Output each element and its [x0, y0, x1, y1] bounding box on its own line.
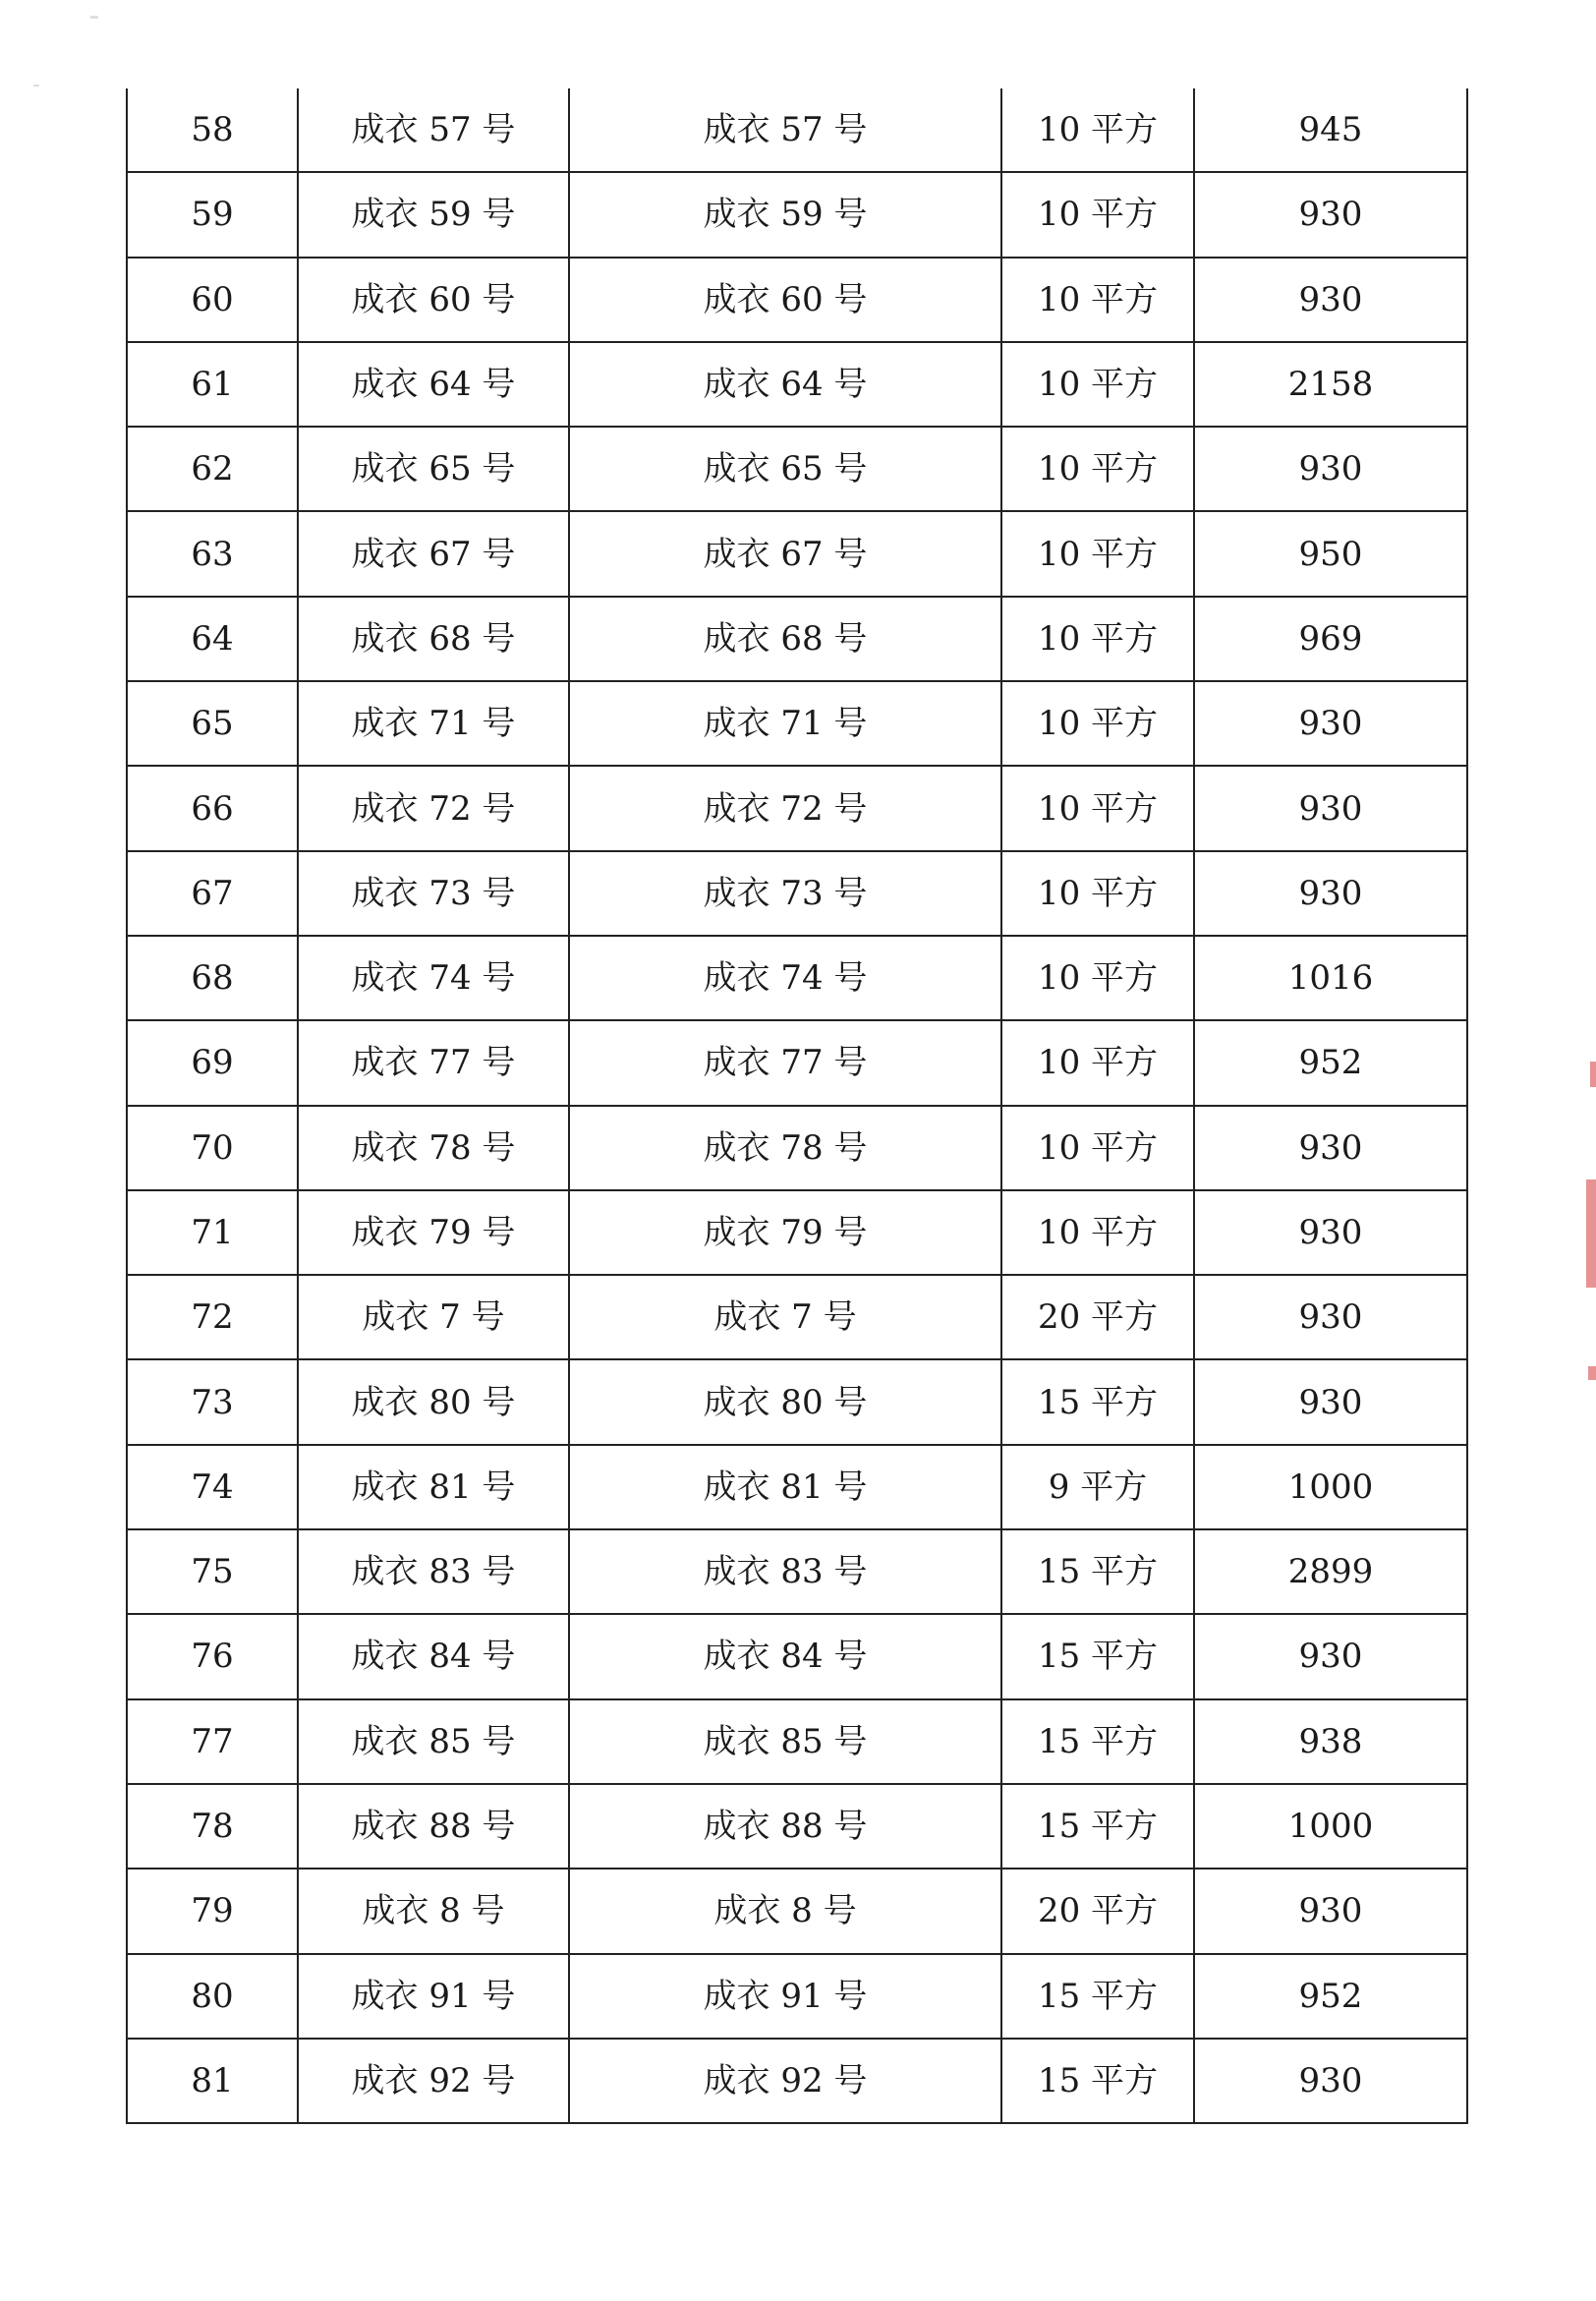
table-row — [127, 1275, 1467, 1359]
table-row — [127, 1699, 1467, 1784]
item-name-repeat-cell: 成衣 67 号 — [569, 511, 1001, 596]
value-cell: 930 — [1194, 258, 1467, 342]
row-number-cell: 73 — [127, 1359, 298, 1444]
area-cell: 10 平方 — [1001, 597, 1194, 681]
table-row — [127, 88, 1467, 172]
table-row — [127, 342, 1467, 427]
table-row — [127, 1614, 1467, 1698]
area-cell: 10 平方 — [1001, 88, 1194, 172]
item-name-repeat-cell: 成衣 73 号 — [569, 851, 1001, 936]
row-number-cell: 65 — [127, 681, 298, 766]
item-name-repeat-cell: 成衣 7 号 — [569, 1275, 1001, 1359]
value-cell: 930 — [1194, 1869, 1467, 1953]
value-cell: 2899 — [1194, 1529, 1467, 1614]
data-table — [126, 88, 1468, 2124]
area-cell: 15 平方 — [1001, 1784, 1194, 1869]
value-cell: 938 — [1194, 1699, 1467, 1784]
row-number-cell: 71 — [127, 1190, 298, 1275]
row-number-cell: 64 — [127, 597, 298, 681]
table-row — [127, 766, 1467, 850]
value-cell: 930 — [1194, 1359, 1467, 1444]
item-name-cell: 成衣 83 号 — [298, 1529, 569, 1614]
row-number-cell: 78 — [127, 1784, 298, 1869]
item-name-cell: 成衣 67 号 — [298, 511, 569, 596]
item-name-repeat-cell: 成衣 59 号 — [569, 172, 1001, 257]
area-cell: 10 平方 — [1001, 766, 1194, 850]
item-name-cell: 成衣 8 号 — [298, 1869, 569, 1953]
table-row — [127, 427, 1467, 511]
area-cell: 10 平方 — [1001, 258, 1194, 342]
value-cell: 950 — [1194, 511, 1467, 596]
item-name-cell: 成衣 60 号 — [298, 258, 569, 342]
item-name-repeat-cell: 成衣 72 号 — [569, 766, 1001, 850]
row-number-cell: 81 — [127, 2039, 298, 2123]
row-number-cell: 58 — [127, 88, 298, 172]
area-cell: 10 平方 — [1001, 1020, 1194, 1105]
area-cell: 20 平方 — [1001, 1275, 1194, 1359]
item-name-repeat-cell: 成衣 84 号 — [569, 1614, 1001, 1698]
table-row — [127, 1359, 1467, 1444]
item-name-repeat-cell: 成衣 60 号 — [569, 258, 1001, 342]
table-row — [127, 1445, 1467, 1529]
table-row — [127, 1106, 1467, 1190]
value-cell: 930 — [1194, 172, 1467, 257]
item-name-repeat-cell: 成衣 77 号 — [569, 1020, 1001, 1105]
value-cell: 930 — [1194, 1275, 1467, 1359]
row-number-cell: 68 — [127, 936, 298, 1020]
area-cell: 10 平方 — [1001, 851, 1194, 936]
item-name-cell: 成衣 59 号 — [298, 172, 569, 257]
item-name-cell: 成衣 65 号 — [298, 427, 569, 511]
item-name-repeat-cell: 成衣 91 号 — [569, 1954, 1001, 2039]
area-cell: 15 平方 — [1001, 1699, 1194, 1784]
scan-speck — [33, 85, 39, 86]
item-name-cell: 成衣 77 号 — [298, 1020, 569, 1105]
table-row — [127, 1529, 1467, 1614]
item-name-cell: 成衣 64 号 — [298, 342, 569, 427]
item-name-repeat-cell: 成衣 88 号 — [569, 1784, 1001, 1869]
table-row — [127, 511, 1467, 596]
value-cell: 2158 — [1194, 342, 1467, 427]
item-name-repeat-cell: 成衣 68 号 — [569, 597, 1001, 681]
row-number-cell: 69 — [127, 1020, 298, 1105]
value-cell: 930 — [1194, 766, 1467, 850]
table-body — [127, 88, 1467, 2123]
table-row — [127, 1020, 1467, 1105]
row-number-cell: 70 — [127, 1106, 298, 1190]
item-name-repeat-cell: 成衣 64 号 — [569, 342, 1001, 427]
row-number-cell: 75 — [127, 1529, 298, 1614]
row-number-cell: 76 — [127, 1614, 298, 1698]
row-number-cell: 60 — [127, 258, 298, 342]
area-cell: 10 平方 — [1001, 427, 1194, 511]
table-row — [127, 1784, 1467, 1869]
item-name-repeat-cell: 成衣 74 号 — [569, 936, 1001, 1020]
item-name-repeat-cell: 成衣 71 号 — [569, 681, 1001, 766]
stamp-edge-mark — [1590, 1062, 1596, 1087]
row-number-cell: 80 — [127, 1954, 298, 2039]
area-cell: 10 平方 — [1001, 342, 1194, 427]
area-cell: 15 平方 — [1001, 1359, 1194, 1444]
item-name-repeat-cell: 成衣 80 号 — [569, 1359, 1001, 1444]
value-cell: 930 — [1194, 427, 1467, 511]
table-row — [127, 1869, 1467, 1953]
row-number-cell: 66 — [127, 766, 298, 850]
row-number-cell: 67 — [127, 851, 298, 936]
item-name-cell: 成衣 84 号 — [298, 1614, 569, 1698]
value-cell: 930 — [1194, 851, 1467, 936]
item-name-cell: 成衣 92 号 — [298, 2039, 569, 2123]
area-cell: 10 平方 — [1001, 511, 1194, 596]
item-name-repeat-cell: 成衣 78 号 — [569, 1106, 1001, 1190]
row-number-cell: 61 — [127, 342, 298, 427]
table-row — [127, 681, 1467, 766]
table-row — [127, 851, 1467, 936]
item-name-repeat-cell: 成衣 83 号 — [569, 1529, 1001, 1614]
area-cell: 9 平方 — [1001, 1445, 1194, 1529]
area-cell: 20 平方 — [1001, 1869, 1194, 1953]
value-cell: 952 — [1194, 1020, 1467, 1105]
row-number-cell: 59 — [127, 172, 298, 257]
area-cell: 15 平方 — [1001, 2039, 1194, 2123]
value-cell: 930 — [1194, 1106, 1467, 1190]
value-cell: 930 — [1194, 2039, 1467, 2123]
row-number-cell: 77 — [127, 1699, 298, 1784]
value-cell: 1000 — [1194, 1784, 1467, 1869]
item-name-repeat-cell: 成衣 85 号 — [569, 1699, 1001, 1784]
item-name-cell: 成衣 85 号 — [298, 1699, 569, 1784]
value-cell: 930 — [1194, 681, 1467, 766]
item-name-cell: 成衣 71 号 — [298, 681, 569, 766]
item-name-cell: 成衣 79 号 — [298, 1190, 569, 1275]
item-name-cell: 成衣 78 号 — [298, 1106, 569, 1190]
table-row — [127, 597, 1467, 681]
area-cell: 15 平方 — [1001, 1614, 1194, 1698]
row-number-cell: 74 — [127, 1445, 298, 1529]
item-name-cell: 成衣 81 号 — [298, 1445, 569, 1529]
area-cell: 15 平方 — [1001, 1529, 1194, 1614]
table-row — [127, 258, 1467, 342]
value-cell: 1000 — [1194, 1445, 1467, 1529]
area-cell: 10 平方 — [1001, 681, 1194, 766]
area-cell: 10 平方 — [1001, 1190, 1194, 1275]
item-name-cell: 成衣 88 号 — [298, 1784, 569, 1869]
item-name-cell: 成衣 57 号 — [298, 88, 569, 172]
item-name-cell: 成衣 73 号 — [298, 851, 569, 936]
item-name-repeat-cell: 成衣 81 号 — [569, 1445, 1001, 1529]
scan-speck — [90, 16, 98, 19]
value-cell: 952 — [1194, 1954, 1467, 2039]
item-name-cell: 成衣 74 号 — [298, 936, 569, 1020]
item-name-repeat-cell: 成衣 79 号 — [569, 1190, 1001, 1275]
value-cell: 945 — [1194, 88, 1467, 172]
item-name-cell: 成衣 80 号 — [298, 1359, 569, 1444]
area-cell: 15 平方 — [1001, 1954, 1194, 2039]
value-cell: 930 — [1194, 1190, 1467, 1275]
row-number-cell: 79 — [127, 1869, 298, 1953]
row-number-cell: 63 — [127, 511, 298, 596]
item-name-cell: 成衣 91 号 — [298, 1954, 569, 2039]
row-number-cell: 72 — [127, 1275, 298, 1359]
item-name-cell: 成衣 72 号 — [298, 766, 569, 850]
area-cell: 10 平方 — [1001, 172, 1194, 257]
stamp-edge-mark — [1588, 1366, 1596, 1380]
value-cell: 1016 — [1194, 936, 1467, 1020]
table-row — [127, 2039, 1467, 2123]
item-name-repeat-cell: 成衣 8 号 — [569, 1869, 1001, 1953]
area-cell: 10 平方 — [1001, 936, 1194, 1020]
table-row — [127, 1190, 1467, 1275]
table-row — [127, 936, 1467, 1020]
item-name-repeat-cell: 成衣 57 号 — [569, 88, 1001, 172]
value-cell: 930 — [1194, 1614, 1467, 1698]
item-name-repeat-cell: 成衣 65 号 — [569, 427, 1001, 511]
item-name-repeat-cell: 成衣 92 号 — [569, 2039, 1001, 2123]
item-name-cell: 成衣 7 号 — [298, 1275, 569, 1359]
area-cell: 10 平方 — [1001, 1106, 1194, 1190]
row-number-cell: 62 — [127, 427, 298, 511]
item-name-cell: 成衣 68 号 — [298, 597, 569, 681]
table-row — [127, 1954, 1467, 2039]
stamp-edge-mark — [1586, 1179, 1596, 1288]
table-row — [127, 172, 1467, 257]
value-cell: 969 — [1194, 597, 1467, 681]
